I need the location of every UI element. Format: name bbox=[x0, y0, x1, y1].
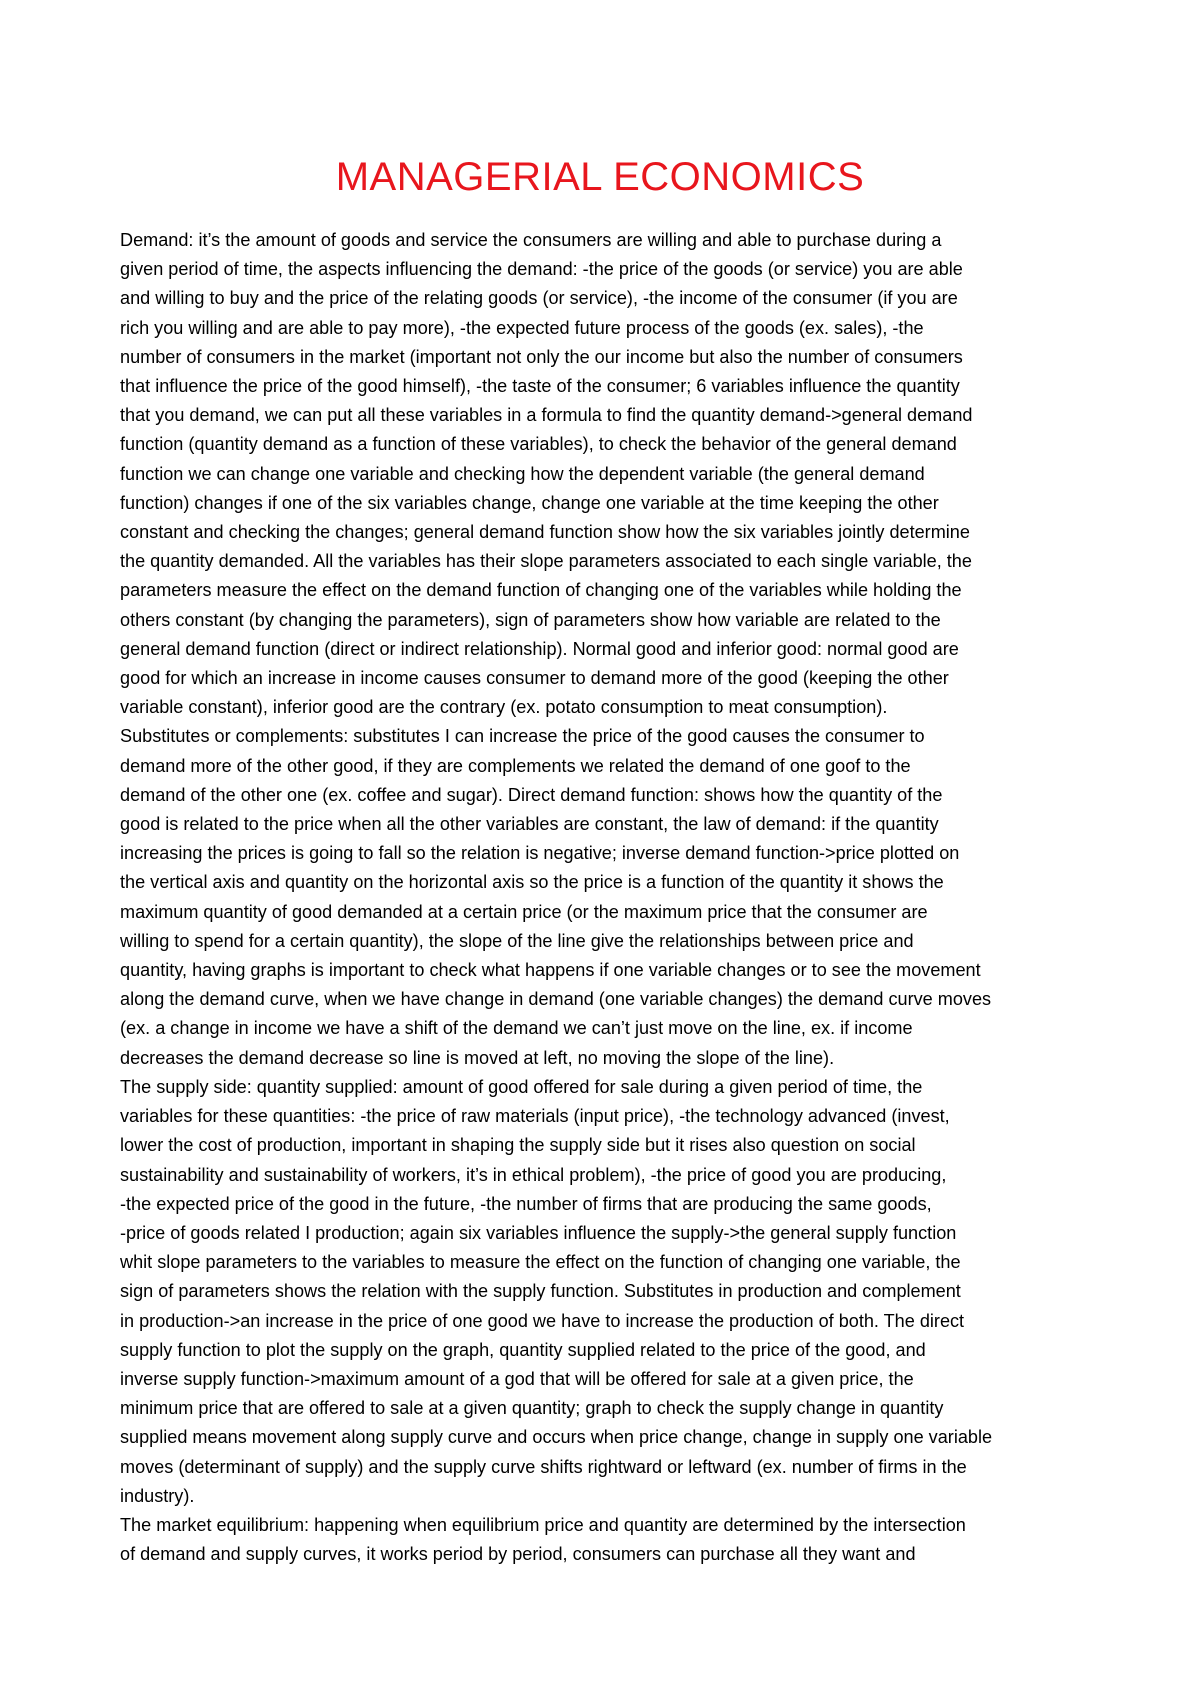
text-line: decreases the demand decrease so line is moved at left, no moving the slope of the line). bbox=[120, 1047, 835, 1068]
text-line: demand of the other one (ex. coffee and sugar). Direct demand function: shows how the quantity of the bbox=[120, 784, 943, 805]
text-line: The market equilibrium: happening when equilibrium price and quantity are determined by the intersection bbox=[120, 1514, 966, 1535]
text-line: given period of time, the aspects influencing the demand: -the price of the goods (or service) you are able bbox=[120, 259, 963, 280]
text-line: and willing to buy and the price of the relating goods (or service), -the income of the consumer (if you are bbox=[120, 288, 958, 309]
text-line: willing to spend for a certain quantity), the slope of the line give the relationships between price and bbox=[120, 930, 914, 951]
document-title: MANAGERIAL ECONOMICS bbox=[335, 155, 865, 199]
text-line: -the expected price of the good in the future, -the number of firms that are producing the same goods, bbox=[120, 1193, 932, 1214]
text-line: whit slope parameters to the variables to measure the effect on the function of changing one variable, the bbox=[120, 1252, 961, 1273]
text-line: -price of goods related I production; again six variables influence the supply->the general supply function bbox=[120, 1222, 957, 1243]
text-line: in production->an increase in the price of one good we have to increase the production of both. The direct bbox=[120, 1310, 965, 1331]
document-body bbox=[120, 226, 1080, 1569]
paragraph bbox=[120, 1511, 1080, 1569]
text-line: variable constant), inferior good are the contrary (ex. potato consumption to meat consumption). bbox=[120, 697, 888, 718]
text-line: rich you willing and are able to pay more), -the expected future process of the goods (ex. sales), -the bbox=[120, 317, 924, 338]
text-line: the quantity demanded. All the variables has their slope parameters associated to each single variable, the bbox=[120, 551, 972, 572]
text-line: industry). bbox=[120, 1485, 195, 1506]
text-line: constant and checking the changes; general demand function show how the six variables jointly determine bbox=[120, 522, 970, 543]
text-line: along the demand curve, when we have change in demand (one variable changes) the demand curve moves bbox=[120, 989, 992, 1010]
text-line: increasing the prices is going to fall so the relation is negative; inverse demand function->price plotted on bbox=[120, 843, 960, 864]
text-line: variables for these quantities: -the price of raw materials (input price), -the technology advanced (invest, bbox=[120, 1106, 950, 1127]
text-line: Demand: it’s the amount of goods and service the consumers are willing and able to purchase during a bbox=[120, 230, 942, 250]
text-line: function) changes if one of the six variables change, change one variable at the time keeping the other bbox=[120, 492, 939, 513]
text-line: supplied means movement along supply curve and occurs when price change, change in supply one variable bbox=[120, 1427, 993, 1448]
text-line: that you demand, we can put all these variables in a formula to find the quantity demand->general demand bbox=[120, 405, 973, 426]
paragraph bbox=[120, 1073, 1080, 1511]
text-line: minimum price that are offered to sale at a given quantity; graph to check the supply change in quantity bbox=[120, 1398, 944, 1419]
text-line: Substitutes or complements: substitutes I can increase the price of the good causes the consumer to bbox=[120, 726, 925, 747]
text-line: maximum quantity of good demanded at a certain price (or the maximum price that the consumer are bbox=[120, 901, 928, 922]
text-line: others constant (by changing the parameters), sign of parameters show how variable are related to the bbox=[120, 609, 941, 630]
text-line: of demand and supply curves, it works period by period, consumers can purchase all they want and bbox=[120, 1544, 916, 1565]
text-line: number of consumers in the market (important not only the our income but also the number of consumers bbox=[120, 346, 963, 367]
text-line: (ex. a change in income we have a shift of the demand we can’t just move on the line, ex. if income bbox=[120, 1018, 913, 1039]
text-line: function (quantity demand as a function of these variables), to check the behavior of the general demand bbox=[120, 434, 957, 455]
text-line: general demand function (direct or indirect relationship). Normal good and inferior good: normal good are bbox=[120, 638, 959, 659]
text-line: inverse supply function->maximum amount of a god that will be offered for sale at a given price, the bbox=[120, 1368, 914, 1389]
paragraph bbox=[120, 226, 1080, 1073]
text-line: the vertical axis and quantity on the horizontal axis so the price is a function of the quantity it shows the bbox=[120, 872, 944, 893]
text-line: sustainability and sustainability of workers, it’s in ethical problem), -the price of good you are producing, bbox=[120, 1164, 947, 1185]
text-line: parameters measure the effect on the demand function of changing one of the variables while holding the bbox=[120, 580, 962, 601]
text-line: good for which an increase in income causes consumer to demand more of the good (keeping the other bbox=[120, 668, 949, 689]
text-line: lower the cost of production, important in shaping the supply side but it rises also question on social bbox=[120, 1135, 916, 1156]
text-line: quantity, having graphs is important to check what happens if one variable changes or to see the movement bbox=[120, 960, 981, 981]
text-line: sign of parameters shows the relation with the supply function. Substitutes in production and complement bbox=[120, 1281, 961, 1302]
text-line: good is related to the price when all the other variables are constant, the law of demand: if the quantity bbox=[120, 814, 939, 835]
text-line: moves (determinant of supply) and the supply curve shifts rightward or leftward (ex. number of firms in the bbox=[120, 1456, 967, 1477]
text-line: demand more of the other good, if they are complements we related the demand of one goof to the bbox=[120, 755, 911, 776]
text-line: The supply side: quantity supplied: amount of good offered for sale during a given period of time, the bbox=[120, 1076, 923, 1097]
text-line: function we can change one variable and checking how the dependent variable (the general demand bbox=[120, 463, 925, 484]
text-line: supply function to plot the supply on the graph, quantity supplied related to the price of the good, and bbox=[120, 1339, 926, 1360]
text-line: that influence the price of the good himself), -the taste of the consumer; 6 variables influence the quantity bbox=[120, 376, 960, 397]
